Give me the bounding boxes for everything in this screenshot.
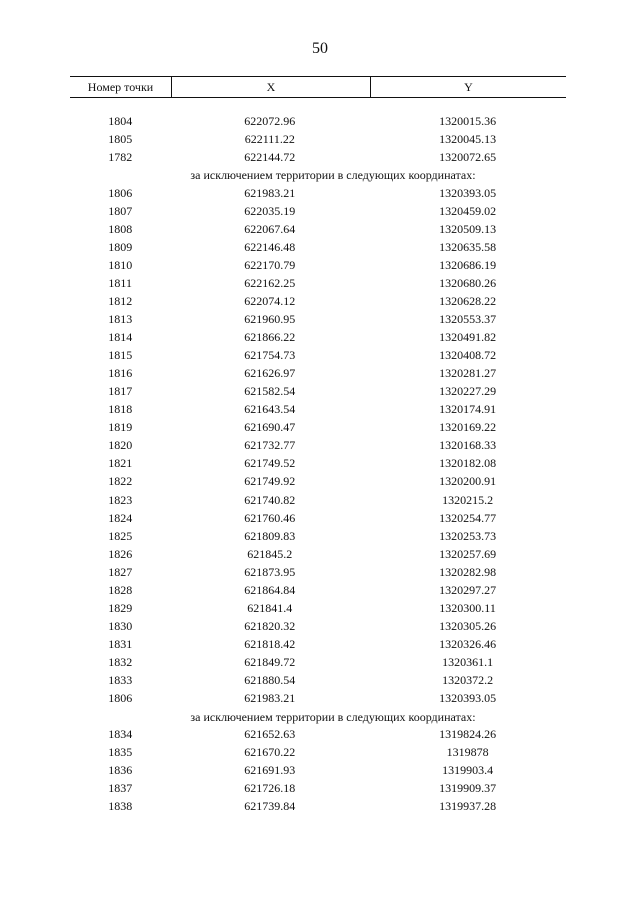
point-number-cell: 1816 — [108, 366, 133, 381]
table-row — [70, 617, 566, 635]
point-number-cell: 1822 — [108, 474, 133, 489]
point-number-cell: 1811 — [108, 275, 132, 290]
table-row — [70, 311, 566, 329]
point-number-cell: 1806 — [108, 691, 133, 706]
y-cell: 1320361.1 — [442, 654, 494, 669]
point-number-cell: 1838 — [108, 799, 133, 814]
x-cell: 622067.64 — [244, 221, 296, 236]
table-row — [70, 148, 566, 166]
x-cell: 621818.42 — [244, 636, 296, 651]
y-cell: 1319903.4 — [442, 763, 494, 778]
y-cell: 1320459.02 — [439, 203, 497, 218]
table-row — [70, 401, 566, 419]
header-x: X — [172, 77, 371, 97]
point-number-cell: 1810 — [108, 257, 133, 272]
table-row — [70, 599, 566, 617]
x-cell: 622162.25 — [244, 275, 296, 290]
point-number-cell: 1830 — [108, 618, 133, 633]
x-cell: 621643.54 — [244, 402, 296, 417]
table-row — [70, 491, 566, 509]
point-number-cell: 1782 — [108, 149, 133, 164]
x-cell: 621866.22 — [244, 330, 296, 345]
x-cell: 621582.54 — [244, 384, 296, 399]
table-row — [70, 329, 566, 347]
point-number-cell: 1815 — [108, 348, 133, 363]
table-row — [70, 671, 566, 689]
x-cell: 621690.47 — [244, 420, 296, 435]
table-row — [70, 581, 566, 599]
x-cell: 621873.95 — [244, 564, 296, 579]
table-header — [70, 76, 566, 98]
y-cell: 1320491.82 — [439, 330, 497, 345]
x-cell: 621983.21 — [244, 185, 296, 200]
y-cell: 1320168.33 — [439, 438, 497, 453]
y-cell: 1320393.05 — [439, 185, 497, 200]
y-cell: 1320297.27 — [439, 582, 497, 597]
x-cell: 621960.95 — [244, 312, 296, 327]
point-number-cell: 1824 — [108, 510, 133, 525]
x-cell: 621809.83 — [244, 528, 296, 543]
x-cell: 621845.2 — [247, 546, 293, 561]
page-number: 50 — [312, 40, 328, 57]
y-cell: 1320254.77 — [439, 510, 497, 525]
table-row — [70, 202, 566, 220]
point-number-cell: 1834 — [108, 727, 133, 742]
x-cell: 621760.46 — [244, 510, 296, 525]
header-y: Y — [464, 80, 473, 94]
x-cell: 621732.77 — [244, 438, 296, 453]
point-number-cell: 1805 — [108, 131, 133, 146]
table-row — [70, 220, 566, 238]
table-row — [70, 653, 566, 671]
table-row — [70, 292, 566, 310]
point-number-cell: 1804 — [108, 113, 133, 128]
point-number-cell: 1813 — [108, 312, 133, 327]
y-cell: 1320174.91 — [439, 402, 497, 417]
table-row — [70, 419, 566, 437]
point-number-cell: 1823 — [108, 492, 133, 507]
point-number-cell: 1828 — [108, 582, 133, 597]
point-number-cell: 1829 — [108, 600, 133, 615]
table-row — [70, 780, 566, 798]
x-cell: 622111.22 — [244, 131, 295, 146]
x-cell: 621740.82 — [244, 492, 296, 507]
y-cell: 1320408.72 — [439, 348, 497, 363]
x-cell: 621726.18 — [244, 781, 296, 796]
y-cell: 1320372.2 — [442, 672, 494, 687]
y-cell: 1320169.22 — [439, 420, 497, 435]
x-cell: 622144.72 — [244, 149, 296, 164]
exclusion-note: за исключением территории в следующих координатах: — [190, 168, 476, 183]
table-row — [70, 383, 566, 401]
table-row — [70, 509, 566, 527]
y-cell: 1320635.58 — [439, 239, 497, 254]
table-row — [70, 690, 566, 708]
point-number-cell: 1835 — [108, 745, 133, 760]
y-cell: 1319824.26 — [439, 727, 497, 742]
table-row — [70, 473, 566, 491]
point-number-cell: 1819 — [108, 420, 133, 435]
table-row — [70, 347, 566, 365]
x-cell: 621626.97 — [244, 366, 296, 381]
x-cell: 621849.72 — [244, 654, 296, 669]
point-number-cell: 1825 — [108, 528, 133, 543]
y-cell: 1320305.26 — [439, 618, 497, 633]
y-cell: 1320300.11 — [439, 600, 496, 615]
y-cell: 1320045.13 — [439, 131, 497, 146]
x-cell: 621841.4 — [247, 600, 293, 615]
table-row — [70, 545, 566, 563]
y-cell: 1320015.36 — [439, 113, 497, 128]
y-cell: 1319878 — [446, 745, 489, 760]
table-row — [70, 798, 566, 816]
y-cell: 1320200.91 — [439, 474, 497, 489]
point-number-cell: 1817 — [108, 384, 133, 399]
point-number-cell: 1809 — [108, 239, 133, 254]
point-number-cell: 1820 — [108, 438, 133, 453]
point-number-cell: 1814 — [108, 330, 133, 345]
point-number-cell: 1821 — [108, 456, 133, 471]
point-number-cell: 1812 — [108, 293, 133, 308]
header-point-number: Номер точки — [70, 77, 172, 97]
table-row — [70, 256, 566, 274]
y-cell: 1319937.28 — [439, 799, 497, 814]
x-cell: 621652.63 — [244, 727, 296, 742]
point-number-cell: 1837 — [108, 781, 133, 796]
table-row — [70, 726, 566, 744]
table-row — [70, 365, 566, 383]
x-cell: 621880.54 — [244, 672, 296, 687]
table-row — [70, 563, 566, 581]
x-cell: 621820.32 — [244, 618, 296, 633]
table-row — [70, 635, 566, 653]
y-cell: 1320182.08 — [439, 456, 497, 471]
y-cell: 1320257.69 — [439, 546, 497, 561]
y-cell: 1320227.29 — [439, 384, 497, 399]
point-number-cell: 1826 — [108, 546, 133, 561]
table-row — [70, 274, 566, 292]
table-row — [70, 112, 566, 130]
y-cell: 1320215.2 — [442, 492, 494, 507]
point-number-cell: 1807 — [108, 203, 133, 218]
x-cell: 622170.79 — [244, 257, 296, 272]
table-row — [70, 455, 566, 473]
x-cell: 621670.22 — [244, 745, 296, 760]
point-number-cell: 1832 — [108, 654, 133, 669]
table-row — [70, 238, 566, 256]
table-body — [70, 112, 566, 816]
point-number-cell: 1831 — [108, 636, 133, 651]
y-cell: 1320282.98 — [439, 564, 497, 579]
table-row — [70, 744, 566, 762]
point-number-cell: 1836 — [108, 763, 133, 778]
point-number-cell: 1827 — [108, 564, 133, 579]
table-row — [70, 130, 566, 148]
exclusion-note: за исключением территории в следующих координатах: — [190, 709, 476, 724]
point-number-cell: 1833 — [108, 672, 133, 687]
y-cell: 1320253.73 — [439, 528, 497, 543]
y-cell: 1320393.05 — [439, 691, 497, 706]
table-row — [70, 184, 566, 202]
x-cell: 621864.84 — [244, 582, 296, 597]
point-number-cell: 1806 — [108, 185, 133, 200]
y-cell: 1320686.19 — [439, 257, 497, 272]
table-row — [70, 762, 566, 780]
point-number-cell: 1808 — [108, 221, 133, 236]
y-cell: 1320072.65 — [439, 149, 497, 164]
x-cell: 622072.96 — [244, 113, 296, 128]
y-cell: 1320628.22 — [439, 293, 497, 308]
y-cell: 1320680.26 — [439, 275, 497, 290]
table-row — [70, 437, 566, 455]
x-cell: 621749.52 — [244, 456, 296, 471]
x-cell: 622074.12 — [244, 293, 296, 308]
y-cell: 1320553.37 — [439, 312, 497, 327]
x-cell: 621983.21 — [244, 691, 296, 706]
x-cell: 622146.48 — [244, 239, 296, 254]
y-cell: 1320281.27 — [439, 366, 497, 381]
y-cell: 1320509.13 — [439, 221, 497, 236]
x-cell: 621754.73 — [244, 348, 296, 363]
x-cell: 621739.84 — [244, 799, 296, 814]
table-row — [70, 527, 566, 545]
y-cell: 1320326.46 — [439, 636, 497, 651]
x-cell: 621749.92 — [244, 474, 296, 489]
coordinates-table — [70, 76, 566, 816]
point-number-cell: 1818 — [108, 402, 133, 417]
y-cell: 1319909.37 — [439, 781, 497, 796]
x-cell: 622035.19 — [244, 203, 296, 218]
x-cell: 621691.93 — [244, 763, 296, 778]
